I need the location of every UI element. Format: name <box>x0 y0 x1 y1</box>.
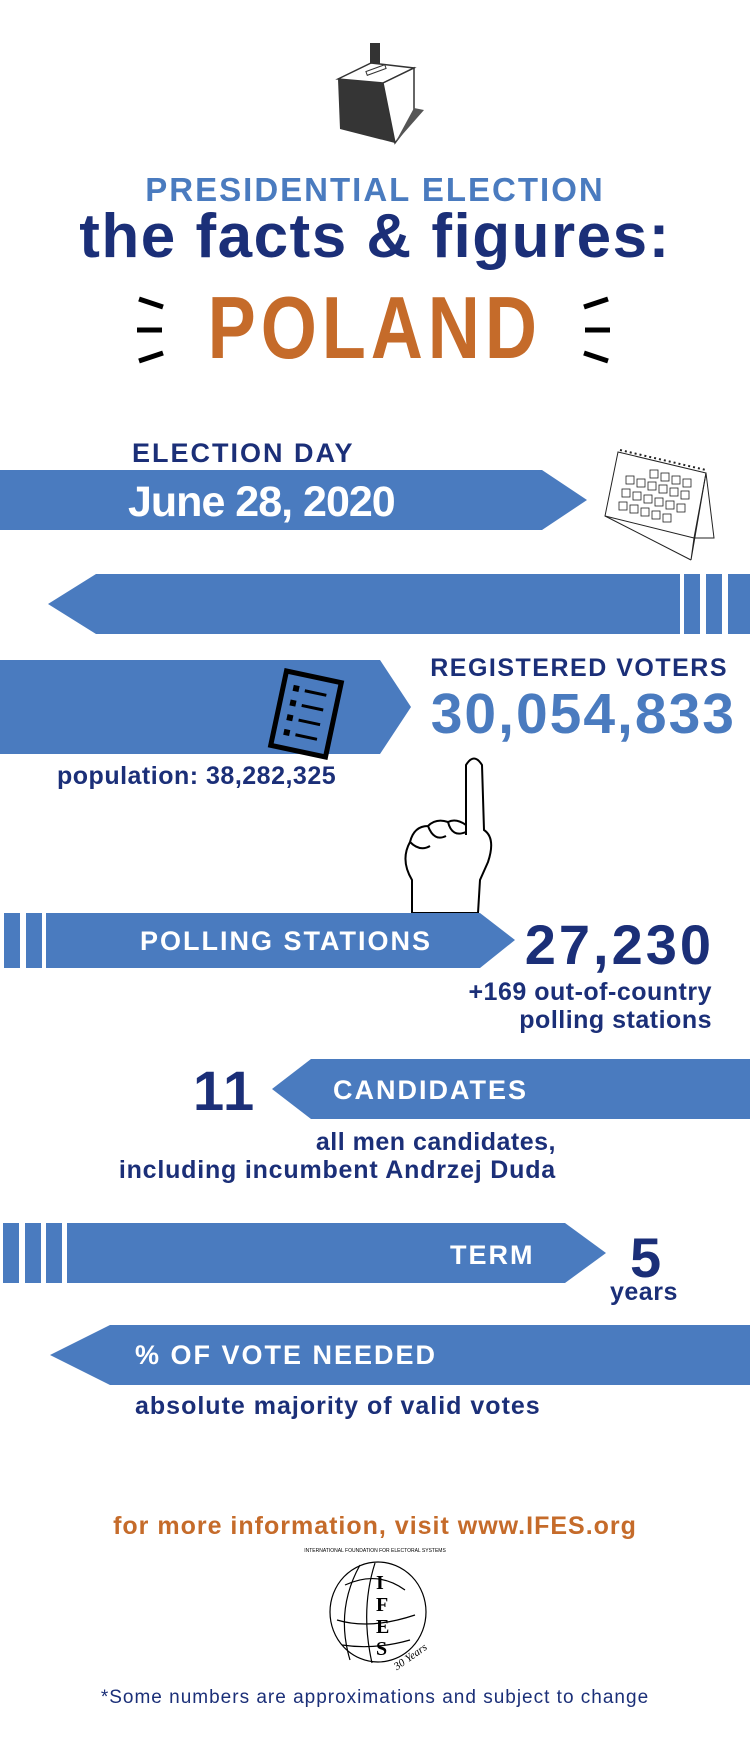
ifes-logo-text: IFES <box>376 1572 390 1660</box>
registered-voters-label: REGISTERED VOTERS <box>430 654 728 682</box>
header-subtitle: PRESIDENTIAL ELECTION <box>145 171 605 208</box>
country-title: POLAND <box>207 278 543 377</box>
ballot-box-icon <box>338 43 424 143</box>
polling-stations-note-line1: +169 out-of-country <box>468 978 712 1006</box>
ifes-logo-ring-text: INTERNATIONAL FOUNDATION FOR ELECTORAL SYSTEMS <box>304 1548 446 1554</box>
term-value: 5 <box>630 1226 662 1289</box>
population-value: population: 38,282,325 <box>57 762 337 790</box>
election-day-date: June 28, 2020 <box>128 478 395 526</box>
country-title-wrap <box>0 278 750 377</box>
polling-stations-label: POLLING STATIONS <box>140 926 432 956</box>
candidates-value: 11 <box>193 1059 257 1122</box>
vote-needed-label: % OF VOTE NEEDED <box>135 1340 438 1370</box>
term-label: TERM <box>450 1240 535 1270</box>
election-day-label: ELECTION DAY <box>132 438 355 468</box>
page-title: the facts & figures: <box>79 202 671 271</box>
decorative-banner <box>48 574 750 634</box>
candidates-note-line2: including incumbent Andrzej Duda <box>118 1156 556 1184</box>
registered-voters-banner <box>0 660 411 754</box>
raised-finger-hand-icon <box>405 759 491 914</box>
polling-stations-value: 27,230 <box>524 913 714 976</box>
registered-voters-value: 30,054,833 <box>430 682 736 746</box>
ifes-logo-years: 30 Years <box>391 1641 430 1673</box>
vote-needed-value: absolute majority of valid votes <box>135 1392 541 1420</box>
candidates-label: CANDIDATES <box>333 1075 528 1105</box>
polling-stations-note-line2: polling stations <box>519 1006 712 1034</box>
calendar-icon <box>605 450 714 560</box>
term-unit: years <box>610 1278 678 1306</box>
more-info-link[interactable]: for more information, visit www.IFES.org <box>113 1512 637 1540</box>
disclaimer: *Some numbers are approximations and subject to change <box>100 1687 650 1708</box>
candidates-note-line1: all men candidates, <box>315 1128 556 1156</box>
